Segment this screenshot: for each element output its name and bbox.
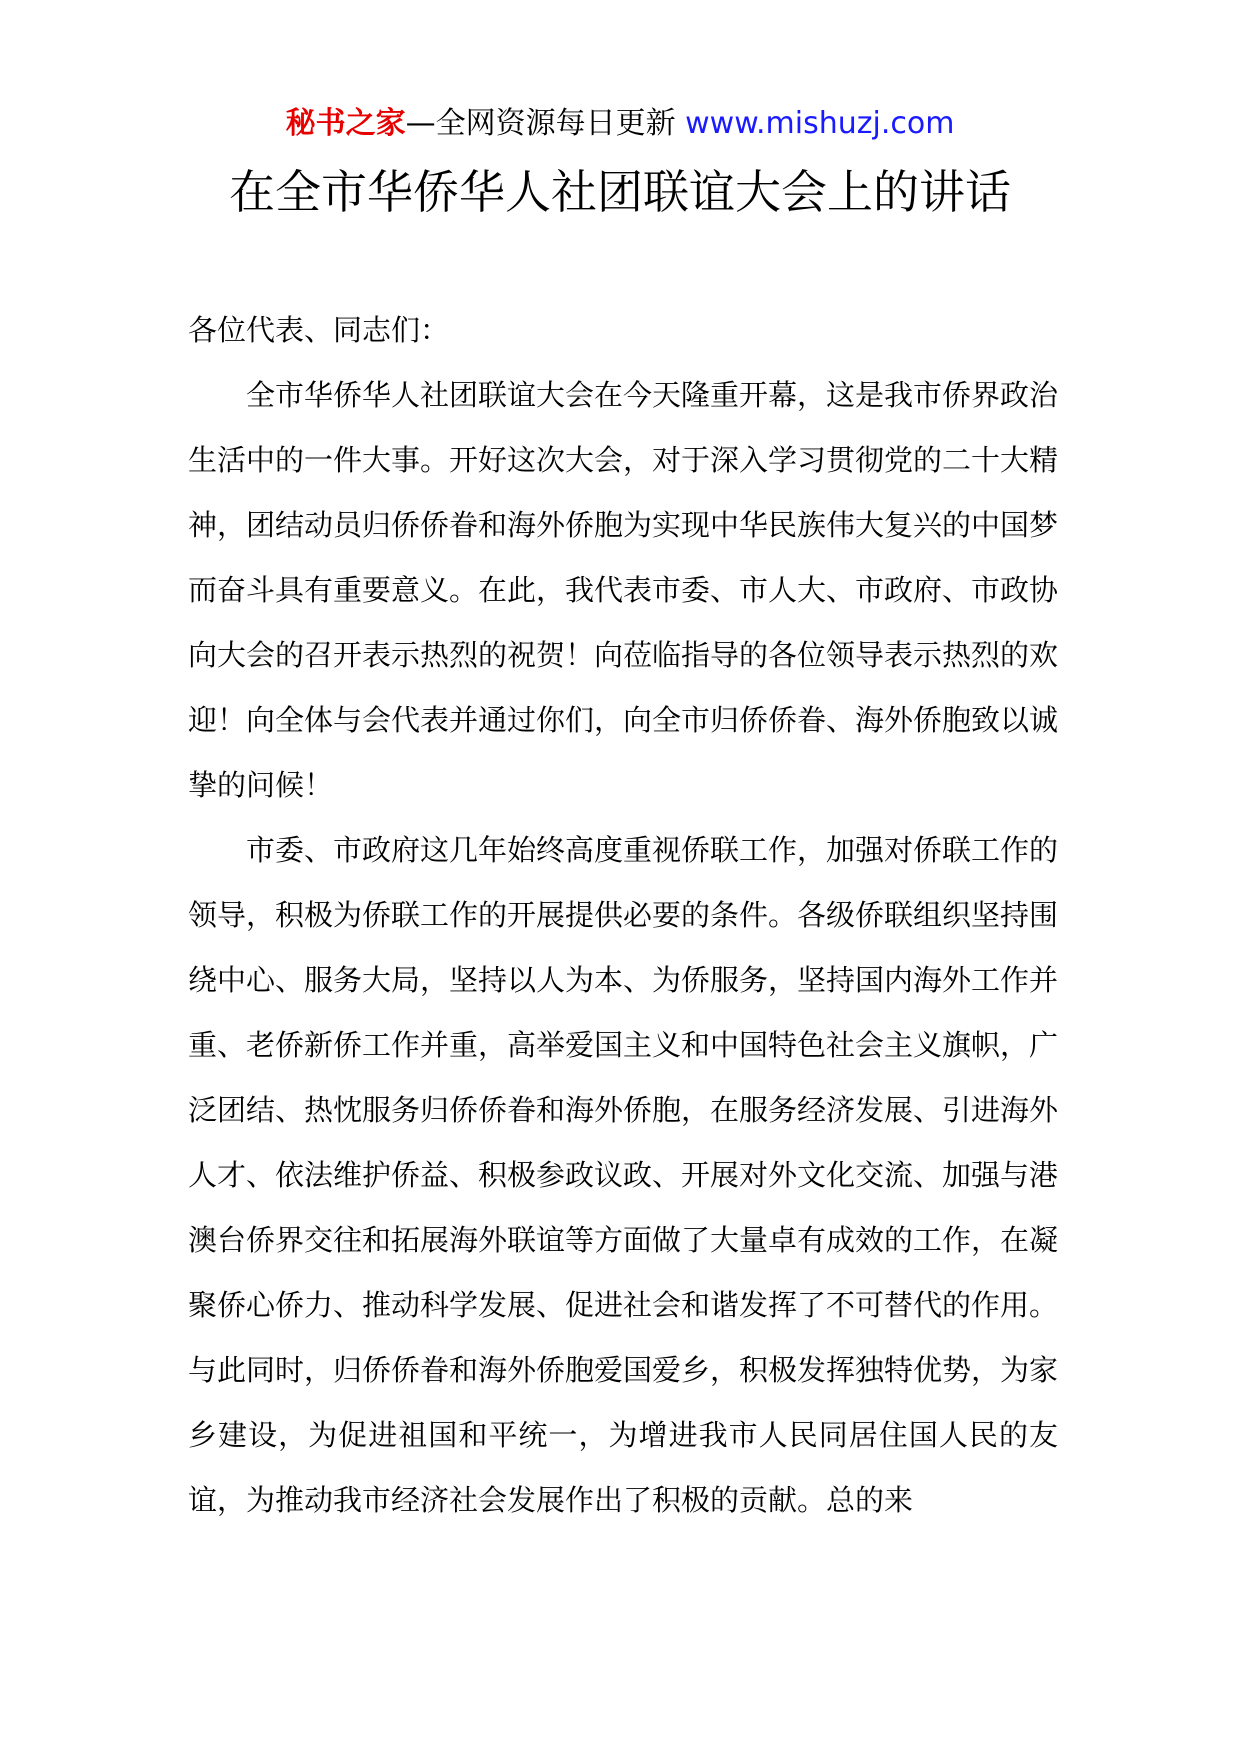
brand-name: 秘书之家 [285,106,406,141]
paragraph-1: 全市华侨华人社团联谊大会在今天隆重开幕，这是我市侨界政治生活中的一件大事。开好这次大会，对于深入学习贯彻党的二十大精神，团结动员归侨侨眷和海外侨胞为实现中华民族伟大复兴的中国梦而奋斗具有重要意义。在此，我代表市委、市人大、市政府、市政协向大会的召开表示热烈的祝贺！向莅临指导的各位领导表示热烈的欢迎！向全体与会代表并通过你们，向全市归侨侨眷、海外侨胞致以诚挚的问候！ [188,378,1059,802]
document-title: 在全市华侨华人社团联谊大会上的讲话 [229,165,1011,219]
header-tagline: —全网资源每日更新 [405,106,686,141]
document-body [188,298,1058,1533]
site-header [0,104,1240,144]
salutation: 各位代表、同志们： [188,313,450,347]
paragraph-2: 市委、市政府这几年始终高度重视侨联工作，加强对侨联工作的领导，积极为侨联工作的开展提供必要的条件。各级侨联组织坚持围绕中心、服务大局，坚持以人为本、为侨服务，坚持国内海外工作并重、老侨新侨工作并重，高举爱国主义和中国特色社会主义旗帜，广泛团结、热忱服务归侨侨眷和海外侨胞，在服务经济发展、引进海外人才、依法维护侨益、积极参政议政、开展对外文化交流、加强与港澳台侨界交往和拓展海外联谊等方面做了大量卓有成效的工作，在凝聚侨心侨力、推动科学发展、促进社会和谐发挥了不可替代的作用。与此同时，归侨侨眷和海外侨胞爱国爱乡，积极发挥独特优势，为家乡建设，为促进祖国和平统一，为增进我市人民同居住国人民的友谊，为推动我市经济社会发展作出了积极的贡献。总的来 [188,833,1059,1517]
site-url-link[interactable]: www.mishuzj.com [685,106,955,141]
